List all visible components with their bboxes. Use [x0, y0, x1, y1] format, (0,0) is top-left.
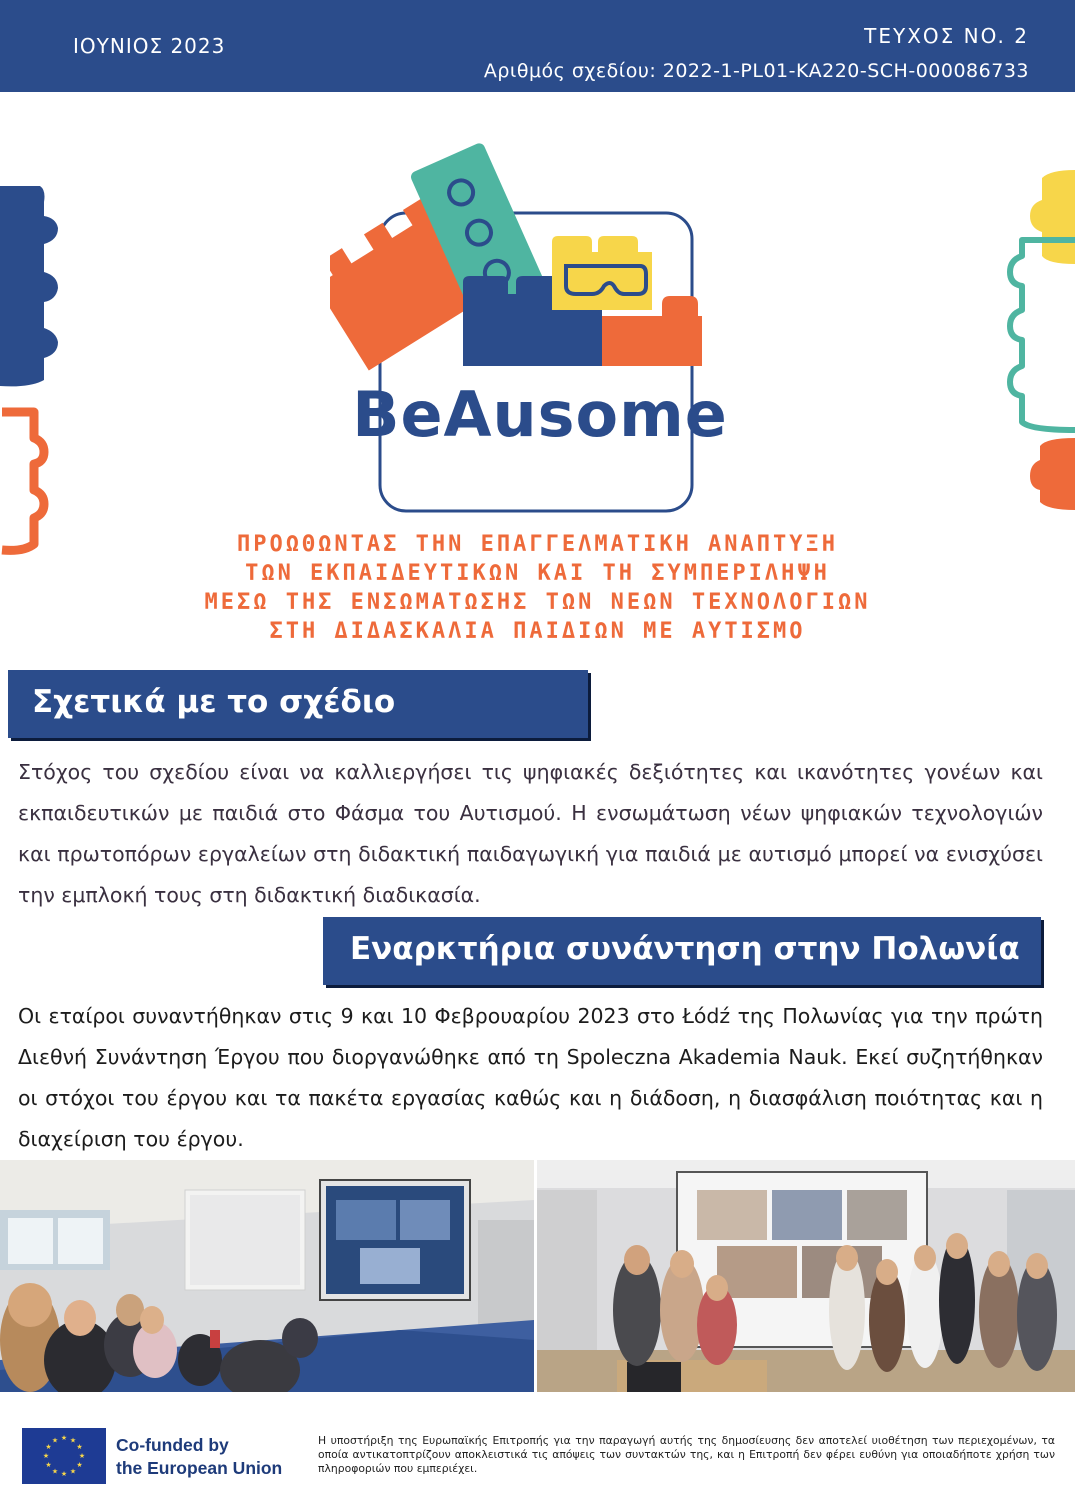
svg-text:★: ★ — [51, 1436, 59, 1445]
eu-disclaimer: Η υποστήριξη της Ευρωπαϊκής Επιτροπής για την παραγωγή αυτής της δημοσίευσης δεν αποτελεί υιοθέτηση των περιεχομένων, τα οποία αντικατοπτρίζουν αποκλειστικά τις απόψεις των συντακτών της, και η Επιτροπή δεν φέρει ευθύνη για οποιαδήποτε χρήση των πληροφοριών που εμπεριέχει. — [318, 1434, 1055, 1475]
svg-text:★: ★ — [42, 1452, 50, 1460]
beausome-logo — [330, 140, 750, 520]
header-bar — [0, 0, 1075, 92]
cofunded-line: Co-funded by — [116, 1435, 229, 1455]
footer — [0, 1404, 1075, 1510]
tagline-line: ΜΕΣΩ ΤΗΣ ΕΝΣΩΜΑΤΩΣΗΣ ΤΩΝ ΝΕΩΝ ΤΕΧΝΟΛΟΓΙΩΝ — [204, 590, 871, 615]
cofunded-line: the European Union — [116, 1458, 283, 1478]
svg-text:★: ★ — [76, 1461, 83, 1469]
svg-text:★: ★ — [76, 1443, 83, 1451]
issue-date: ΙΟΥΝΙΟΣ 2023 — [73, 34, 226, 58]
svg-text:★: ★ — [60, 1470, 68, 1478]
svg-text:★: ★ — [51, 1467, 59, 1476]
right-block-decoration — [1000, 160, 1075, 520]
svg-text:★: ★ — [60, 1434, 68, 1442]
tagline-line: ΣΤΗ ΔΙΔΑΣΚΑΛΙΑ ΠΑΙΔΙΩΝ ΜΕ ΑΥΤΙΣΜΟ — [269, 619, 806, 644]
project-tagline — [150, 530, 925, 646]
brand-name: BeAusome — [352, 378, 728, 451]
meeting-paragraph: Οι εταίροι συναντήθηκαν στις 9 και 10 Φεβρουαρίου 2023 στο Łódź της Πολωνίας για την πρώτη Διεθνή Συνάντηση Έργου που διοργανώθηκε από τη Spoleczna Akademia Nauk. Εκεί συζητήθηκαν οι στόχοι του έργου και τα πακέτα εργασίας καθώς και η διάδοση, η διασφάλιση ποιότητας και η διαχείριση του έργου. — [18, 1004, 1043, 1151]
about-paragraph: Στόχος του σχεδίου είναι να καλλιεργήσει τις ψηφιακές δεξιότητες και ικανότητες γονέων και εκπαιδευτικών με παιδιά στο Φάσμα του Αυτισμού. Η ενσωμάτωση νέων ψηφιακών τεχνολογιών και πρωτοπόρων εργαλείων στη διδακτική παιδαγωγική για παιδιά με αυτισμό μπορεί να ενισχύσει την εμπλοκή τους στη διδακτική διαδικασία. — [18, 760, 1043, 907]
section-heading-meeting: Εναρκτήρια συνάντηση στην Πολωνία — [323, 917, 1041, 985]
svg-text:★: ★ — [45, 1461, 52, 1469]
eu-flag-icon — [22, 1428, 106, 1484]
meeting-photo-group — [537, 1160, 1075, 1392]
section-heading-about: Σχετικά με το σχέδιο — [8, 670, 588, 738]
svg-text:★: ★ — [45, 1443, 52, 1451]
svg-text:★: ★ — [69, 1436, 77, 1445]
project-number: Αριθμός σχεδίου: 2022-1-PL01-KA220-SCH-000086733 — [483, 60, 1029, 82]
tagline-line: ΤΩΝ ΕΚΠΑΙΔΕΥΤΙΚΩΝ ΚΑΙ ΤΗ ΣΥΜΠΕΡΙΛΗΨΗ — [245, 561, 830, 586]
issue-number: ΤΕΥΧΟΣ NO. 2 — [864, 24, 1029, 48]
svg-text:★: ★ — [69, 1467, 77, 1476]
svg-text:★: ★ — [78, 1452, 86, 1460]
tagline-line: ΠΡΟΩΘΩΝΤΑΣ ΤΗΝ ΕΠΑΓΓΕΛΜΑΤΙΚΗ ΑΝΑΠΤΥΞΗ — [236, 532, 839, 557]
meeting-photo-table — [0, 1160, 534, 1392]
cofunded-label — [116, 1434, 282, 1480]
left-block-decoration — [0, 180, 64, 560]
